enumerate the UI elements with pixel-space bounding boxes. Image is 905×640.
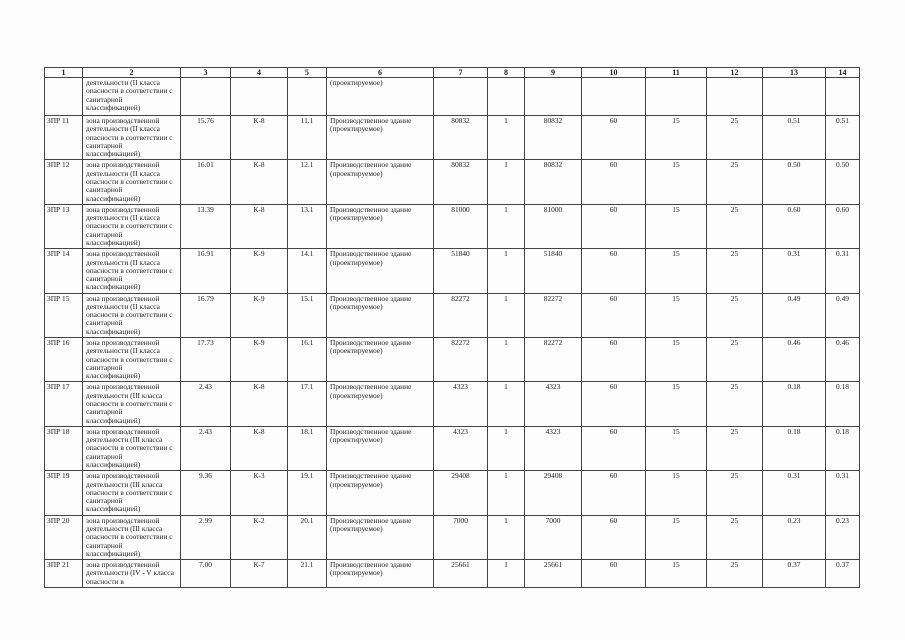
cell-zone-description: деятельности (II класса опасности в соответствии с санитарной классификацией) bbox=[83, 78, 181, 116]
cell-area: 16.79 bbox=[181, 293, 231, 337]
cell-zone-description: зона производственной деятельности (II класса опасности в соответствии с санитарной классификацией) bbox=[83, 293, 181, 337]
table-row bbox=[45, 160, 860, 204]
cell-col11: 15 bbox=[646, 249, 707, 293]
cell-col14: 0.37 bbox=[826, 560, 860, 588]
cell-area: 17.73 bbox=[181, 338, 231, 382]
cell-col10: 60 bbox=[582, 382, 646, 426]
cell-object: Производственное здание (проектируемое) bbox=[327, 160, 434, 204]
cell-col14: 0.31 bbox=[826, 471, 860, 515]
cell-col13: 0.23 bbox=[763, 515, 826, 559]
table-row bbox=[45, 560, 860, 588]
cell-col12: 25 bbox=[707, 160, 763, 204]
cell-col14: 0.31 bbox=[826, 249, 860, 293]
cell-col11: 15 bbox=[646, 382, 707, 426]
cell-col9: 80832 bbox=[525, 160, 582, 204]
cell-col8: 1 bbox=[488, 560, 525, 588]
cell-col11: 15 bbox=[646, 204, 707, 248]
cell-zone-description: зона производственной деятельности (III класса опасности в соответствии с санитарной классификацией) bbox=[83, 426, 181, 470]
col-header-7: 7 bbox=[434, 68, 488, 78]
cell-object: Производственное здание (проектируемое) bbox=[327, 382, 434, 426]
cell-area: 9.36 bbox=[181, 471, 231, 515]
cell-col10: 60 bbox=[582, 338, 646, 382]
cell-col13: 0.18 bbox=[763, 426, 826, 470]
cell-col13: 0.31 bbox=[763, 471, 826, 515]
col-header-8: 8 bbox=[488, 68, 525, 78]
cell-col10: 60 bbox=[582, 293, 646, 337]
cell-col10: 60 bbox=[582, 116, 646, 160]
cell-col11: 15 bbox=[646, 515, 707, 559]
cell-k bbox=[231, 78, 288, 116]
cell-col8 bbox=[488, 78, 525, 116]
cell-col7: 82272 bbox=[434, 293, 488, 337]
table-row bbox=[45, 293, 860, 337]
cell-code: ЗПР 11 bbox=[45, 116, 83, 160]
cell-col7: 51840 bbox=[434, 249, 488, 293]
cell-zone-description: зона производственной деятельности (III класса опасности в соответствии с санитарной классификацией) bbox=[83, 515, 181, 559]
cell-area: 15.76 bbox=[181, 116, 231, 160]
cell-col11 bbox=[646, 78, 707, 116]
cell-col14: 0.51 bbox=[826, 116, 860, 160]
table-body bbox=[45, 78, 860, 588]
cell-k: К-8 bbox=[231, 116, 288, 160]
cell-col14: 0.18 bbox=[826, 426, 860, 470]
cell-k: К-8 bbox=[231, 204, 288, 248]
cell-col13: 0.50 bbox=[763, 160, 826, 204]
cell-col9: 51840 bbox=[525, 249, 582, 293]
col-header-14: 14 bbox=[826, 68, 860, 78]
cell-col7: 81000 bbox=[434, 204, 488, 248]
cell-col13: 0.60 bbox=[763, 204, 826, 248]
cell-area: 13.39 bbox=[181, 204, 231, 248]
cell-col9: 29408 bbox=[525, 471, 582, 515]
cell-code bbox=[45, 78, 83, 116]
cell-object: Производственное здание (проектируемое) bbox=[327, 293, 434, 337]
cell-code: ЗПР 21 bbox=[45, 560, 83, 588]
cell-col7: 82272 bbox=[434, 338, 488, 382]
cell-number: 19.1 bbox=[288, 471, 327, 515]
cell-number: 12.1 bbox=[288, 160, 327, 204]
cell-area: 2.43 bbox=[181, 426, 231, 470]
cell-zone-description: зона производственной деятельности (II класса опасности в соответствии с санитарной классификацией) bbox=[83, 249, 181, 293]
cell-code: ЗПР 15 bbox=[45, 293, 83, 337]
cell-k: К-9 bbox=[231, 293, 288, 337]
cell-col7: 29408 bbox=[434, 471, 488, 515]
cell-col13: 0.51 bbox=[763, 116, 826, 160]
cell-code: ЗПР 17 bbox=[45, 382, 83, 426]
cell-col11: 15 bbox=[646, 426, 707, 470]
cell-k: К-9 bbox=[231, 249, 288, 293]
cell-col11: 15 bbox=[646, 293, 707, 337]
cell-area: 16.01 bbox=[181, 160, 231, 204]
cell-object: Производственное здание (проектируемое) bbox=[327, 249, 434, 293]
cell-object: Производственное здание (проектируемое) bbox=[327, 560, 434, 588]
cell-col9: 80832 bbox=[525, 116, 582, 160]
cell-col7: 7000 bbox=[434, 515, 488, 559]
cell-object: Производственное здание (проектируемое) bbox=[327, 116, 434, 160]
cell-col7: 25661 bbox=[434, 560, 488, 588]
cell-col13: 0.49 bbox=[763, 293, 826, 337]
cell-col10: 60 bbox=[582, 560, 646, 588]
cell-col11: 15 bbox=[646, 560, 707, 588]
cell-number: 14.1 bbox=[288, 249, 327, 293]
cell-col13: 0.46 bbox=[763, 338, 826, 382]
cell-code: ЗПР 19 bbox=[45, 471, 83, 515]
cell-code: ЗПР 20 bbox=[45, 515, 83, 559]
cell-k: К-9 bbox=[231, 338, 288, 382]
cell-col13: 0.37 bbox=[763, 560, 826, 588]
cell-col12: 25 bbox=[707, 426, 763, 470]
cell-col7: 4323 bbox=[434, 382, 488, 426]
col-header-2: 2 bbox=[83, 68, 181, 78]
cell-col11: 15 bbox=[646, 116, 707, 160]
cell-col8: 1 bbox=[488, 204, 525, 248]
cell-col13 bbox=[763, 78, 826, 116]
cell-col14: 0.18 bbox=[826, 382, 860, 426]
cell-col10: 60 bbox=[582, 249, 646, 293]
cell-col10: 60 bbox=[582, 160, 646, 204]
cell-number: 21.1 bbox=[288, 560, 327, 588]
cell-code: ЗПР 16 bbox=[45, 338, 83, 382]
cell-col9: 4323 bbox=[525, 382, 582, 426]
cell-col12: 25 bbox=[707, 116, 763, 160]
cell-col12: 25 bbox=[707, 560, 763, 588]
cell-area: 16.91 bbox=[181, 249, 231, 293]
cell-col8: 1 bbox=[488, 293, 525, 337]
cell-k: К-8 bbox=[231, 160, 288, 204]
cell-number: 15.1 bbox=[288, 293, 327, 337]
cell-object: Производственное здание (проектируемое) bbox=[327, 338, 434, 382]
cell-number: 20.1 bbox=[288, 515, 327, 559]
table-row bbox=[45, 515, 860, 559]
col-header-9: 9 bbox=[525, 68, 582, 78]
cell-col7: 80832 bbox=[434, 160, 488, 204]
cell-zone-description: зона производственной деятельности (III класса опасности в соответствии с санитарной классификацией) bbox=[83, 471, 181, 515]
cell-col14: 0.60 bbox=[826, 204, 860, 248]
cell-area: 7.00 bbox=[181, 560, 231, 588]
table-row bbox=[45, 204, 860, 248]
cell-k: К-7 bbox=[231, 560, 288, 588]
col-header-10: 10 bbox=[582, 68, 646, 78]
cell-col10: 60 bbox=[582, 515, 646, 559]
cell-zone-description: зона производственной деятельности (II класса опасности в соответствии с санитарной классификацией) bbox=[83, 116, 181, 160]
cell-code: ЗПР 13 bbox=[45, 204, 83, 248]
cell-col8: 1 bbox=[488, 382, 525, 426]
cell-number bbox=[288, 78, 327, 116]
col-header-1: 1 bbox=[45, 68, 83, 78]
col-header-4: 4 bbox=[231, 68, 288, 78]
col-header-12: 12 bbox=[707, 68, 763, 78]
cell-object: (проектируемое) bbox=[327, 78, 434, 116]
cell-col12: 25 bbox=[707, 204, 763, 248]
document-table bbox=[44, 67, 860, 588]
cell-zone-description: зона производственной деятельности (II класса опасности в соответствии с санитарной классификацией) bbox=[83, 160, 181, 204]
cell-area: 2.99 bbox=[181, 515, 231, 559]
cell-col10: 60 bbox=[582, 426, 646, 470]
cell-col12: 25 bbox=[707, 471, 763, 515]
cell-code: ЗПР 14 bbox=[45, 249, 83, 293]
cell-col8: 1 bbox=[488, 249, 525, 293]
cell-col14: 0.50 bbox=[826, 160, 860, 204]
cell-k: К-2 bbox=[231, 515, 288, 559]
cell-col8: 1 bbox=[488, 116, 525, 160]
cell-col7 bbox=[434, 78, 488, 116]
cell-number: 16.1 bbox=[288, 338, 327, 382]
cell-col9: 82272 bbox=[525, 293, 582, 337]
header-row bbox=[45, 68, 860, 78]
table-row bbox=[45, 338, 860, 382]
table-row bbox=[45, 471, 860, 515]
cell-col9: 4323 bbox=[525, 426, 582, 470]
cell-col14: 0.46 bbox=[826, 338, 860, 382]
cell-code: ЗПР 12 bbox=[45, 160, 83, 204]
continuation-row bbox=[45, 78, 860, 116]
cell-col8: 1 bbox=[488, 426, 525, 470]
cell-number: 11.1 bbox=[288, 116, 327, 160]
col-header-11: 11 bbox=[646, 68, 707, 78]
table-row bbox=[45, 382, 860, 426]
col-header-3: 3 bbox=[181, 68, 231, 78]
cell-col12: 25 bbox=[707, 382, 763, 426]
cell-col8: 1 bbox=[488, 515, 525, 559]
cell-object: Производственное здание (проектируемое) bbox=[327, 426, 434, 470]
cell-col10 bbox=[582, 78, 646, 116]
cell-zone-description: зона производственной деятельности (II класса опасности в соответствии с санитарной классификацией) bbox=[83, 204, 181, 248]
cell-col12 bbox=[707, 78, 763, 116]
cell-col14: 0.23 bbox=[826, 515, 860, 559]
cell-col8: 1 bbox=[488, 338, 525, 382]
col-header-6: 6 bbox=[327, 68, 434, 78]
cell-col13: 0.18 bbox=[763, 382, 826, 426]
cell-k: К-8 bbox=[231, 382, 288, 426]
col-header-13: 13 bbox=[763, 68, 826, 78]
cell-zone-description: зона производственной деятельности (IV - V класса опасности в bbox=[83, 560, 181, 588]
cell-object: Производственное здание (проектируемое) bbox=[327, 515, 434, 559]
col-header-5: 5 bbox=[288, 68, 327, 78]
cell-area: 2.43 bbox=[181, 382, 231, 426]
cell-object: Производственное здание (проектируемое) bbox=[327, 204, 434, 248]
cell-col7: 80832 bbox=[434, 116, 488, 160]
cell-col7: 4323 bbox=[434, 426, 488, 470]
cell-zone-description: зона производственной деятельности (III класса опасности в соответствии с санитарной классификацией) bbox=[83, 382, 181, 426]
table-row bbox=[45, 249, 860, 293]
cell-k: К-8 bbox=[231, 426, 288, 470]
cell-col12: 25 bbox=[707, 338, 763, 382]
cell-code: ЗПР 18 bbox=[45, 426, 83, 470]
cell-col9: 82272 bbox=[525, 338, 582, 382]
cell-col14 bbox=[826, 78, 860, 116]
cell-col11: 15 bbox=[646, 160, 707, 204]
cell-col12: 25 bbox=[707, 515, 763, 559]
cell-area bbox=[181, 78, 231, 116]
cell-col9: 7000 bbox=[525, 515, 582, 559]
cell-col8: 1 bbox=[488, 471, 525, 515]
table-row bbox=[45, 426, 860, 470]
cell-col10: 60 bbox=[582, 471, 646, 515]
cell-col10: 60 bbox=[582, 204, 646, 248]
cell-col9: 81000 bbox=[525, 204, 582, 248]
cell-object: Производственное здание (проектируемое) bbox=[327, 471, 434, 515]
cell-number: 17.1 bbox=[288, 382, 327, 426]
cell-col13: 0.31 bbox=[763, 249, 826, 293]
cell-zone-description: зона производственной деятельности (II класса опасности в соответствии с санитарной классификацией) bbox=[83, 338, 181, 382]
cell-col9 bbox=[525, 78, 582, 116]
cell-col11: 15 bbox=[646, 338, 707, 382]
cell-col11: 15 bbox=[646, 471, 707, 515]
cell-col12: 25 bbox=[707, 249, 763, 293]
cell-k: К-3 bbox=[231, 471, 288, 515]
cell-number: 13.1 bbox=[288, 204, 327, 248]
cell-col9: 25661 bbox=[525, 560, 582, 588]
cell-col14: 0.49 bbox=[826, 293, 860, 337]
cell-col8: 1 bbox=[488, 160, 525, 204]
table-row bbox=[45, 116, 860, 160]
cell-number: 18.1 bbox=[288, 426, 327, 470]
cell-col12: 25 bbox=[707, 293, 763, 337]
